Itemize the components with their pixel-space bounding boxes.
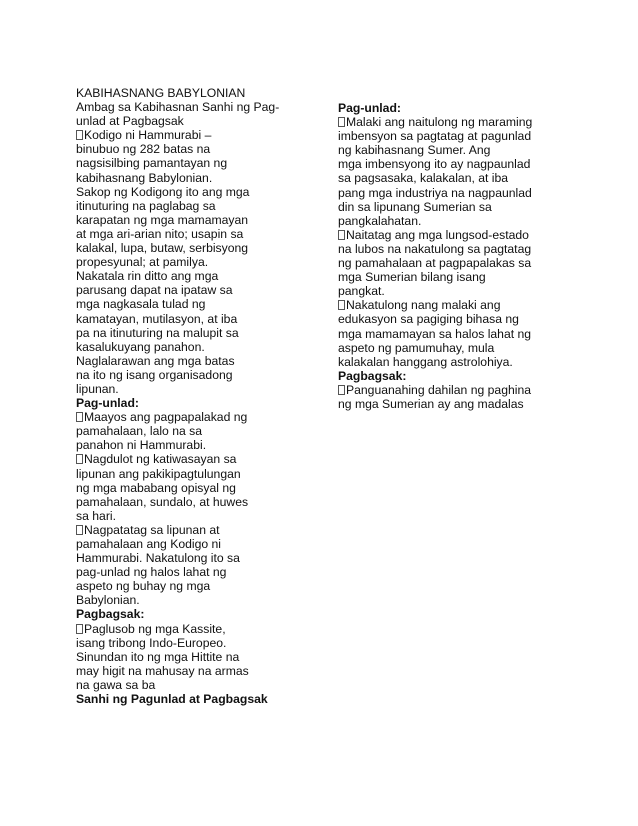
line-text: kalakalan hanggang astrolohiya. [338, 354, 513, 369]
line-text: pang mga industriya na nagpaunlad [338, 185, 532, 200]
line-text: Sinundan ito ng mga Hittite na [76, 649, 240, 664]
line-text: ng pamahalaan at pagpapalakas sa [338, 256, 532, 271]
text-line [76, 410, 326, 424]
line-text: at mga ari-arian nito; usapin sa [76, 226, 244, 241]
line-text: propesyunal; at pamilya. [76, 255, 209, 270]
line-text: Paglusob ng mga Kassite, [84, 621, 226, 636]
text-line [76, 185, 326, 199]
text-line [76, 340, 326, 354]
text-line [76, 86, 326, 100]
line-text: lipunan. [76, 381, 119, 396]
text-line [338, 200, 578, 214]
bullet-box-icon [338, 230, 345, 240]
line-text: isang tribong Indo-Europeo. [76, 635, 227, 650]
line-text: na lubos na nakatulong sa pagtatag [338, 241, 532, 256]
text-line [76, 382, 326, 396]
text-line [338, 214, 578, 228]
line-text: unlad at Pagbagsak [76, 114, 184, 129]
line-text: Pagbagsak: [338, 368, 407, 383]
text-line [76, 593, 326, 607]
text-line [76, 227, 326, 241]
line-text: karapatan ng mga mamamayan [76, 212, 249, 227]
bullet-box-icon [76, 525, 83, 535]
line-text: mga mamamayan sa halos lahat ng [338, 326, 532, 341]
line-text: aspeto ng pamumuhay, mula [338, 340, 495, 355]
line-text: nagsisilbing pamantayan ng [76, 156, 228, 171]
text-line [338, 327, 578, 341]
text-line [76, 199, 326, 213]
text-line [76, 481, 326, 495]
text-line [338, 143, 578, 157]
text-line [76, 523, 326, 537]
line-text: Sanhi ng Pagunlad at Pagbagsak [76, 692, 268, 707]
line-text: sa hari. [76, 508, 116, 523]
text-line [338, 397, 578, 411]
text-line [76, 241, 326, 255]
line-text: Kodigo ni Hammurabi – [84, 128, 212, 143]
text-line [76, 664, 326, 678]
line-text: na gawa sa ba [76, 677, 156, 692]
line-text: na ito ng isang organisadong [76, 367, 233, 382]
line-text: kabihasnang Babylonian. [76, 170, 213, 185]
bullet-box-icon [76, 454, 83, 464]
text-line [76, 565, 326, 579]
line-text: pag-unlad ng halos lahat ng [76, 565, 227, 580]
text-line [76, 326, 326, 340]
line-text: Maayos ang pagpapalakad ng [84, 410, 248, 425]
line-text: Nagpatatag sa lipunan at [84, 522, 220, 537]
text-line [76, 171, 326, 185]
text-line [338, 115, 578, 129]
line-text: Nakatala rin ditto ang mga [76, 269, 219, 284]
text-line [338, 228, 578, 242]
text-line [338, 312, 578, 326]
line-text: Naglalarawan ang mga batas [76, 353, 235, 368]
line-text: ng mga Sumerian ay ang madalas [338, 396, 524, 411]
line-text: ng kabihasnang Sumer. Ang [338, 143, 491, 158]
section-heading [338, 101, 578, 115]
text-line [76, 255, 326, 269]
line-text: pamahalaan, sundalo, at huwes [76, 494, 249, 509]
text-line [76, 636, 326, 650]
text-line [338, 270, 578, 284]
section-heading [338, 369, 578, 383]
line-text: mga nagkasala tulad ng [76, 297, 206, 312]
line-text: Nakatulong nang malaki ang [346, 298, 501, 313]
text-line [338, 284, 578, 298]
line-text: din sa lipunang Sumerian sa [338, 199, 492, 214]
text-line [338, 157, 578, 171]
line-text: kasalukuyang panahon. [76, 339, 205, 354]
line-text: Nagdulot ng katiwasayan sa [84, 452, 237, 467]
section-heading [76, 692, 326, 706]
text-line [338, 186, 578, 200]
bullet-box-icon [76, 412, 83, 422]
text-line [76, 312, 326, 326]
text-line [76, 213, 326, 227]
text-line [338, 298, 578, 312]
text-line [76, 142, 326, 156]
text-line [76, 269, 326, 283]
text-line [76, 438, 326, 452]
line-text: Panguanahing dahilan ng paghina [346, 382, 532, 397]
left-text-column [76, 86, 326, 706]
line-text: aspeto ng buhay ng mga [76, 579, 211, 594]
section-heading [76, 607, 326, 621]
text-line [76, 283, 326, 297]
text-line [338, 129, 578, 143]
bullet-box-icon [338, 385, 345, 395]
line-text: may higit na mahusay na armas [76, 663, 249, 678]
line-text: kamatayan, mutilasyon, at iba [76, 311, 238, 326]
line-text: Naitatag ang mga lungsod-estado [346, 227, 529, 242]
text-line [76, 128, 326, 142]
line-text: Sakop ng Kodigong ito ang mga [76, 184, 250, 199]
text-line [338, 341, 578, 355]
line-text: edukasyon sa pagiging bihasa ng [338, 312, 519, 327]
line-text: Pag-unlad: [338, 101, 401, 115]
text-line [338, 242, 578, 256]
line-text: pamahalaan ang Kodigo ni [76, 537, 222, 551]
text-line [76, 495, 326, 509]
line-text: kalakal, lupa, butaw, serbisyong [76, 241, 249, 256]
text-line [76, 452, 326, 466]
text-line [76, 424, 326, 438]
line-text: Malaki ang naitulong ng maraming [346, 115, 533, 130]
right-text-column [338, 101, 578, 411]
text-line [338, 171, 578, 185]
text-line [76, 622, 326, 636]
text-line [76, 297, 326, 311]
bullet-box-icon [338, 117, 345, 127]
text-line [76, 509, 326, 523]
text-line [76, 579, 326, 593]
text-line [76, 650, 326, 664]
line-text: sa pagsasaka, kalakalan, at iba [338, 171, 509, 186]
text-line [76, 678, 326, 692]
text-line [76, 467, 326, 481]
section-heading [76, 396, 326, 410]
line-text: Babylonian. [76, 593, 140, 608]
bullet-box-icon [76, 130, 83, 140]
line-text: pamahalaan, lalo na sa [76, 424, 203, 439]
line-text: lipunan ang pakikipagtulungan [76, 466, 241, 481]
text-line [76, 368, 326, 382]
line-text: imbensyon sa pagtatag at pagunlad [338, 129, 532, 144]
line-text: itinuturing na paglabag sa [76, 198, 216, 213]
line-text: Pagbagsak: [76, 607, 145, 622]
line-text: pangkat. [338, 284, 385, 299]
line-text: parusang dapat na ipataw sa [76, 283, 233, 298]
line-text: binubuo ng 282 batas na [76, 142, 211, 157]
line-text: Hammurabi. Nakatulong ito sa [76, 551, 240, 566]
bullet-box-icon [338, 300, 345, 310]
line-text: pangkalahatan. [338, 213, 422, 228]
text-line [76, 354, 326, 368]
text-line [338, 383, 578, 397]
line-text: panahon ni Hammurabi. [76, 438, 207, 453]
text-line [76, 156, 326, 170]
text-line [76, 100, 326, 114]
line-text: Ambag sa Kabihasnan Sanhi ng Pag- [76, 100, 280, 115]
line-text: Pag-unlad: [76, 396, 139, 411]
line-text: mga imbensyong ito ay nagpaunlad [338, 157, 531, 172]
bullet-box-icon [76, 624, 83, 634]
line-text: ng mga mababang opisyal ng [76, 480, 236, 495]
text-line [76, 114, 326, 128]
line-text: KABIHASNANG BABYLONIAN [76, 86, 246, 100]
line-text: pa na itinuturing na malupit sa [76, 325, 239, 340]
line-text: mga Sumerian bilang isang [338, 270, 486, 285]
text-line [76, 551, 326, 565]
text-line [338, 256, 578, 270]
text-line [338, 355, 578, 369]
text-line [76, 537, 326, 551]
